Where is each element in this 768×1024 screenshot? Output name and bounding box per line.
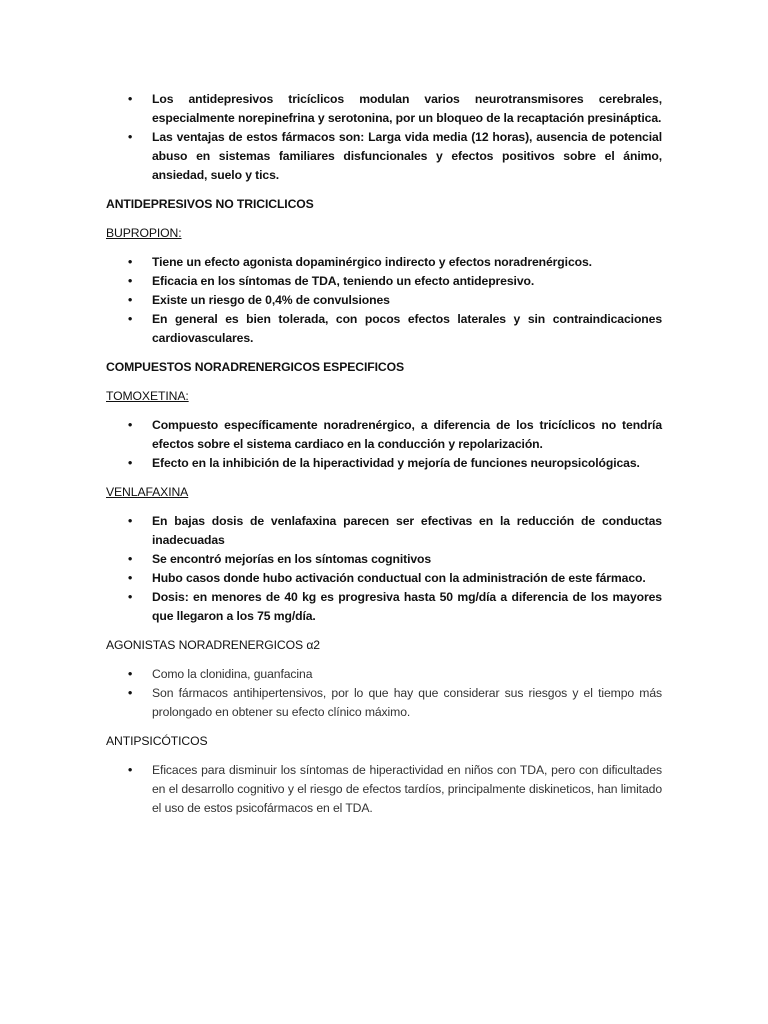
bullet-icon: • — [128, 686, 133, 700]
list-item: • En general es bien tolerada, con pocos efectos laterales y sin contraindicaciones cardiovasculares. — [128, 312, 662, 345]
list-item: • Como la clonidina, guanfacina — [106, 665, 662, 684]
subheading-bupropion: BUPROPION: — [106, 226, 182, 240]
bullet-icon: • — [128, 130, 133, 144]
antipsicoticos-list — [106, 761, 662, 818]
venlafaxina-list — [106, 512, 662, 626]
section-heading-noradrenergicos: COMPUESTOS NORADRENERGICOS ESPECIFICOS — [106, 360, 404, 374]
section-heading-no-triciclicos: ANTIDEPRESIVOS NO TRICICLICOS — [106, 197, 314, 211]
bullet-icon: • — [128, 763, 133, 777]
bullet-icon: • — [128, 312, 133, 326]
list-item: • En bajas dosis de venlafaxina parecen ser efectivas en la reducción de conductas inadecuadas — [128, 514, 662, 547]
bullet-icon: • — [128, 274, 133, 288]
bupropion-list — [106, 253, 662, 348]
subheading-venlafaxina: VENLAFAXINA — [106, 485, 189, 499]
list-item: • Son fármacos antihipertensivos, por lo que hay que considerar sus riesgos y el tiempo más prolongado en obtener su efecto clínico máximo. — [128, 686, 662, 719]
list-item: • Eficaces para disminuir los síntomas de hiperactividad en niños con TDA, pero con dificultades en el desarrollo cognitivo y el riesgo de efectos tardíos, principalmente diskineticos, han limitado el uso de estos psicofármacos en el TDA. — [128, 763, 662, 815]
section-heading-antipsicoticos: ANTIPSICÓTICOS — [106, 734, 208, 748]
list-item: • Compuesto específicamente noradrenérgico, a diferencia de los tricíclicos no tendría efectos sobre el sistema cardiaco en la conducción y repolarización. — [128, 418, 662, 451]
subheading-tomoxetina: TOMOXETINA: — [106, 389, 189, 403]
list-item: • Los antidepresivos tricíclicos modulan varios neurotransmisores cerebrales, especialmente norepinefrina y serotonina, por un bloqueo de la recaptación presináptica. — [128, 92, 662, 125]
bullet-icon: • — [128, 456, 133, 470]
bullet-icon: • — [128, 293, 133, 307]
list-item: • Hubo casos donde hubo activación conductual con la administración de este fármaco. — [106, 569, 662, 588]
bullet-icon: • — [128, 667, 133, 681]
list-item: • Se encontró mejorías en los síntomas cognitivos — [106, 550, 662, 569]
bullet-icon: • — [128, 255, 133, 269]
list-item: • Dosis: en menores de 40 kg es progresiva hasta 50 mg/día a diferencia de los mayores que llegaron a los 75 mg/día. — [128, 590, 662, 623]
section-heading-agonistas: AGONISTAS NORADRENERGICOS α2 — [106, 638, 320, 652]
bullet-icon: • — [128, 552, 133, 566]
list-item: • Las ventajas de estos fármacos son: Larga vida media (12 horas), ausencia de potencial abuso en sistemas familiares disfuncionales y efectos positivos sobre el ánimo, ansiedad, suelo y tics. — [128, 130, 662, 182]
list-item: • Tiene un efecto agonista dopaminérgico indirecto y efectos noradrenérgicos. — [106, 253, 662, 272]
list-item: • Eficacia en los síntomas de TDA, teniendo un efecto antidepresivo. — [106, 272, 662, 291]
bullet-icon: • — [128, 590, 133, 604]
bullet-icon: • — [128, 418, 133, 432]
intro-list — [106, 90, 662, 185]
bullet-icon: • — [128, 514, 133, 528]
tomoxetina-list — [106, 416, 662, 473]
list-item: • Efecto en la inhibición de la hiperactividad y mejoría de funciones neuropsicológicas. — [106, 454, 662, 473]
bullet-icon: • — [128, 92, 133, 106]
agonistas-list — [106, 665, 662, 722]
list-item: • Existe un riesgo de 0,4% de convulsiones — [106, 291, 662, 310]
bullet-icon: • — [128, 571, 133, 585]
